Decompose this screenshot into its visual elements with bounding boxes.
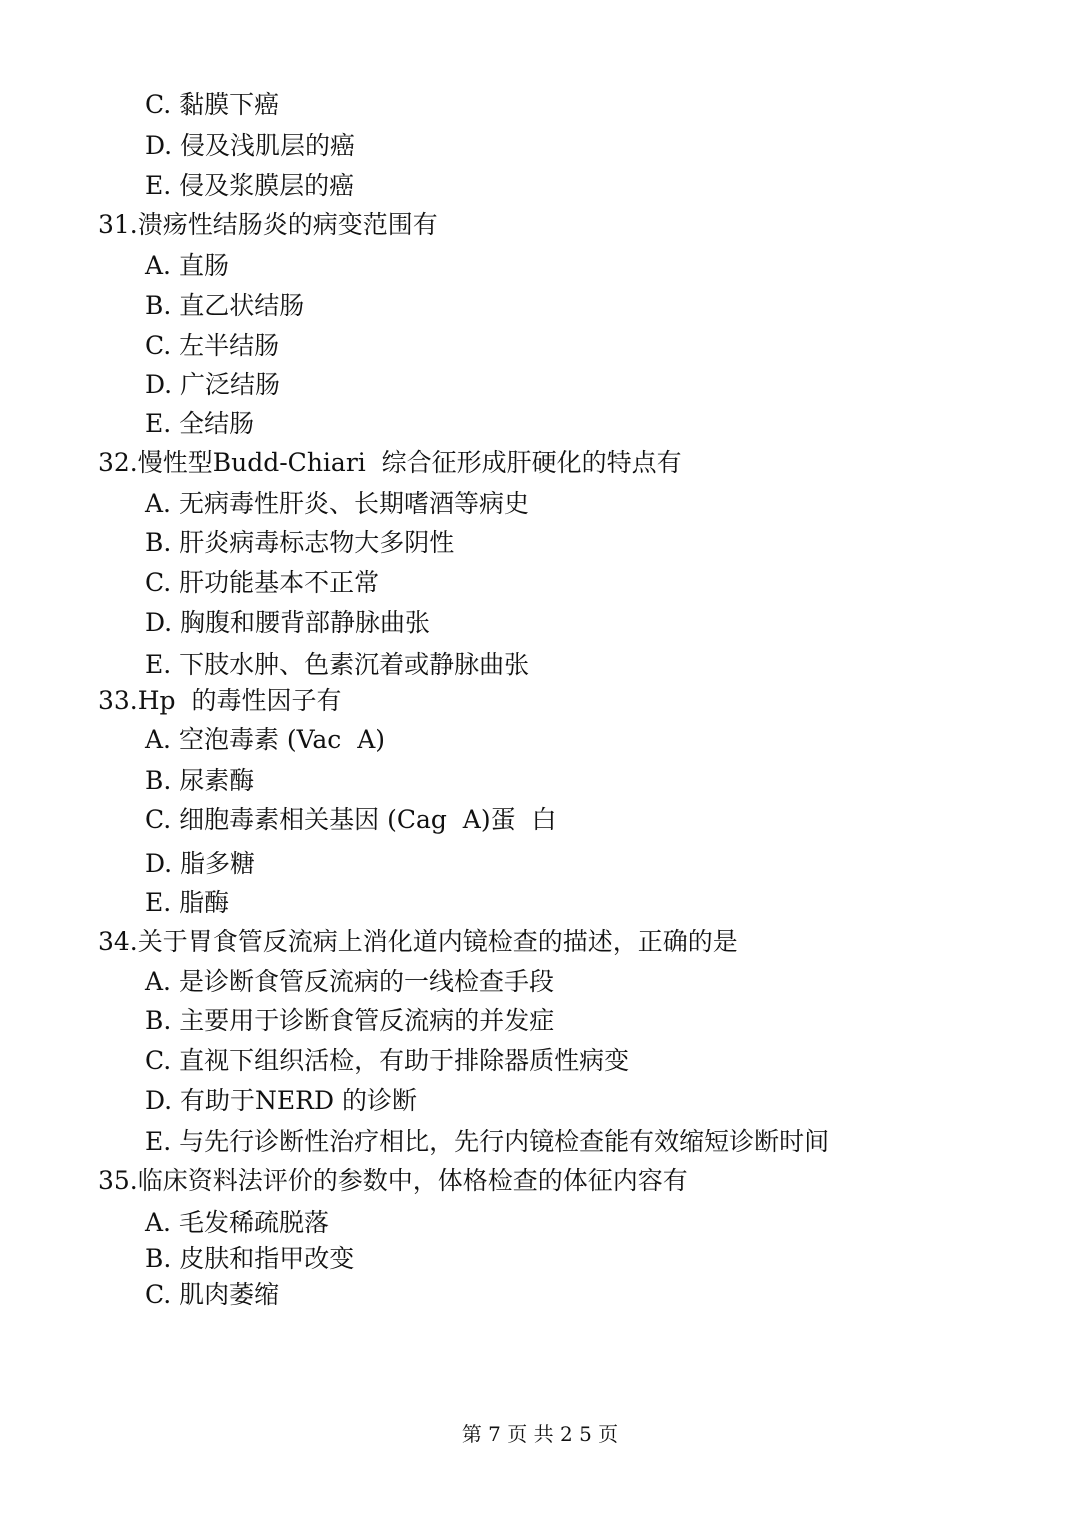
question-35: 35.临床资料法评价的参数中，体格检查的体征内容有 <box>98 1166 688 1195</box>
question-33: 33.Hp 的毒性因子有 <box>98 686 342 715</box>
question-31: 31.溃疡性结肠炎的病变范围有 <box>98 210 438 239</box>
option-31-b: B. 直乙状结肠 <box>145 291 305 320</box>
option-33-c: C. 细胞毒素相关基因 (Cag A)蛋 白 <box>145 805 557 834</box>
option-31-d: D. 广泛结肠 <box>145 370 281 399</box>
option-33-e: E. 脂酶 <box>145 888 230 917</box>
option-34-e: E. 与先行诊断性治疗相比，先行内镜检查能有效缩短诊断时间 <box>145 1127 830 1156</box>
option-33-d: D. 脂多糖 <box>145 849 256 878</box>
option-34-c: C. 直视下组织活检，有助于排除器质性病变 <box>145 1046 630 1075</box>
option-31-e: E. 全结肠 <box>145 409 255 438</box>
option-34-d: D. 有助于NERD 的诊断 <box>145 1086 417 1115</box>
option-35-c: C. 肌肉萎缩 <box>145 1280 280 1309</box>
option-34-a: A. 是诊断食管反流病的一线检查手段 <box>145 967 554 996</box>
question-32: 32.慢性型Budd-Chiari 综合征形成肝硬化的特点有 <box>98 448 682 477</box>
option-32-e: E. 下肢水肿、色素沉着或静脉曲张 <box>145 650 530 679</box>
option-33-a: A. 空泡毒素 (Vac A) <box>145 725 386 754</box>
question-34: 34.关于胃食管反流病上消化道内镜检查的描述，正确的是 <box>98 927 738 956</box>
option-34-b: B. 主要用于诊断食管反流病的并发症 <box>145 1006 555 1035</box>
option-32-b: B. 肝炎病毒标志物大多阴性 <box>145 528 455 557</box>
option-32-c: C. 肝功能基本不正常 <box>145 568 380 597</box>
option-30-c: C. 黏膜下癌 <box>145 90 280 119</box>
option-32-a: A. 无病毒性肝炎、长期嗜酒等病史 <box>145 489 529 518</box>
option-33-b: B. 尿素酶 <box>145 766 255 795</box>
option-35-a: A. 毛发稀疏脱落 <box>145 1208 329 1237</box>
option-32-d: D. 胸腹和腰背部静脉曲张 <box>145 608 431 637</box>
page-number-footer: 第 7 页 共 2 5 页 <box>461 1422 619 1446</box>
option-31-c: C. 左半结肠 <box>145 331 280 360</box>
option-30-d: D. 侵及浅肌层的癌 <box>145 131 356 160</box>
option-35-b: B. 皮肤和指甲改变 <box>145 1244 355 1273</box>
option-31-a: A. 直肠 <box>145 251 229 280</box>
option-30-e: E. 侵及浆膜层的癌 <box>145 171 355 200</box>
